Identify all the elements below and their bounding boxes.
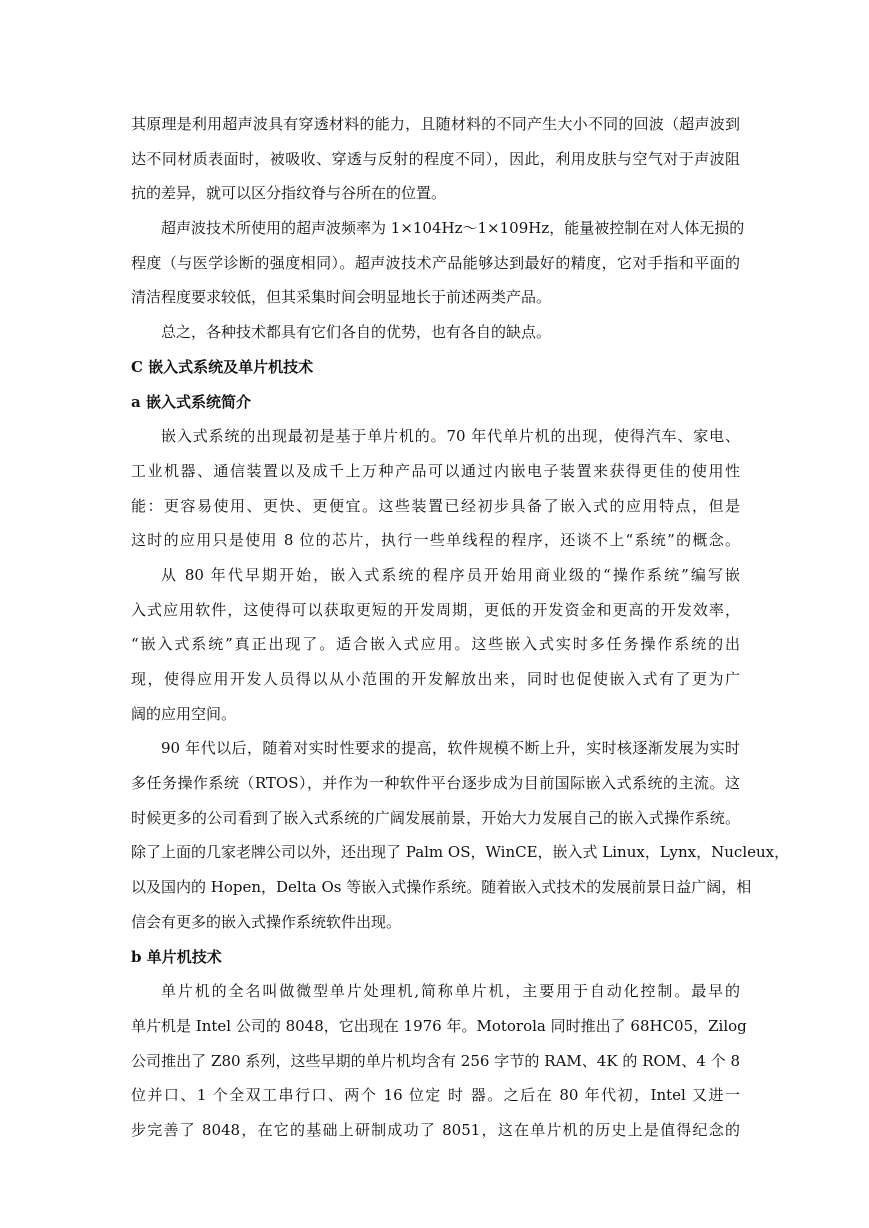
text-line: 步完善了 8048，在它的基础上研制成功了 8051，这在单片机的历史上是值得纪念的: [131, 1120, 740, 1139]
text-line: 嵌入式系统的出现最初是基于单片机的。70 年代单片机的出现，使得汽车、家电、: [161, 427, 740, 446]
text-line: 信会有更多的嵌入式操作系统软件出现。: [131, 912, 402, 931]
text-line: 单片机是 Intel 公司的 8048，它出现在 1976 年。Motorola 同时推出了 68HC05，Zilog: [131, 1016, 747, 1035]
text-line: 除了上面的几家老牌公司以外，还出现了 Palm OS，WinCE，嵌入式 Linux，Lynx，Nucleux，: [131, 843, 790, 862]
text-line: 工业机器、通信装置以及成千上万种产品可以通过内嵌电子装置来获得更佳的使用性: [131, 461, 740, 480]
text-line: 公司推出了 Z80 系列，这些早期的单片机均含有 256 字节的 RAM、4K 的 ROM、4 个 8: [131, 1051, 740, 1070]
section-heading: C 嵌入式系统及单片机技术: [131, 357, 314, 376]
text-line: 总之，各种技术都具有它们各自的优势，也有各自的缺点。: [161, 323, 552, 342]
document-page: [131, 107, 790, 1148]
section-heading: b 单片机技术: [131, 947, 222, 966]
text-line: 达不同材质表面时，被吸收、穿透与反射的程度不同），因此，利用皮肤与空气对于声波阻: [131, 149, 740, 168]
text-line: 清洁程度要求较低，但其采集时间会明显地长于前述两类产品。: [131, 288, 552, 307]
text-line: 程度（与医学诊断的强度相同）。超声波技术产品能够达到最好的精度，它对手指和平面的: [131, 253, 740, 272]
text-line: 其原理是利用超声波具有穿透材料的能力，且随材料的不同产生大小不同的回波（超声波到: [131, 115, 740, 133]
text-line: 多任务操作系统（RTOS），并作为一种软件平台逐步成为目前国际嵌入式系统的主流。这: [131, 774, 740, 793]
text-line: 超声波技术所使用的超声波频率为 1×104Hz～1×109Hz，能量被控制在对人体无损的: [161, 219, 745, 238]
text-line: 现，使得应用开发人员得以从小范围的开发解放出来，同时也促使嵌入式有了更为广: [131, 670, 740, 688]
text-line: 这时的应用只是使用 8 位的芯片，执行一些单线程的程序，还谈不上“系统”的概念。: [131, 531, 740, 550]
text-line: 90 年代以后，随着对实时性要求的提高，软件规模不断上升，实时核逐渐发展为实时: [161, 739, 740, 758]
text-line: 以及国内的 Hopen，Delta Os 等嵌入式操作系统。随着嵌入式技术的发展前景日益广阔，相: [131, 878, 752, 897]
text-line: 抗的差异，就可以区分指纹脊与谷所在的位置。: [131, 184, 447, 203]
text-line: 时候更多的公司看到了嵌入式系统的广阔发展前景，开始大力发展自己的嵌入式操作系统。: [131, 808, 740, 827]
text-line: 位并口、1 个全双工串行口、两个 16 位定 时 器。之后在 80 年代初，Intel 又进一: [131, 1086, 740, 1105]
text-line: 入式应用软件，这使得可以获取更短的开发周期，更低的开发资金和更高的开发效率，: [131, 600, 740, 619]
text-line: 能：更容易使用、更快、更便宜。这些装置已经初步具备了嵌入式的应用特点，但是: [131, 496, 740, 515]
text-line: 阔的应用空间。: [131, 704, 237, 723]
document-body: [131, 107, 790, 1148]
text-line: “嵌入式系统”真正出现了。适合嵌入式应用。这些嵌入式实时多任务操作系统的出: [131, 635, 740, 654]
text-line: 单片机的全名叫做微型单片处理机,简称单片机，主要用于自动化控制。最早的: [161, 982, 740, 1001]
section-heading: a 嵌入式系统简介: [131, 392, 251, 411]
text-line: 从 80 年代早期开始，嵌入式系统的程序员开始用商业级的“操作系统”编写嵌: [161, 565, 740, 584]
